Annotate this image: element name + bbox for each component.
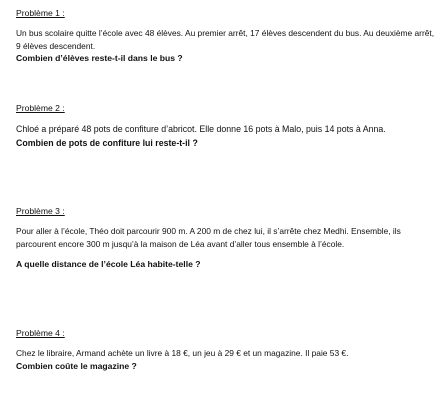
problem-title: Problème 3 : xyxy=(16,206,65,216)
problem-title: Problème 2 : xyxy=(16,103,65,113)
problem-question: A quelle distance de l’école Léa habite-telle ? xyxy=(16,259,201,269)
problem-1 xyxy=(16,8,441,65)
problem-statement: Pour aller à l’école, Théo doit parcourir 900 m. A 200 m de chez lui, il s’arrête chez Medhi. Ensemble, ils parcourent encore 300 m jusqu’à la maison de Léa avant d’aller tous ensemble à l’école. xyxy=(16,226,401,249)
problem-3 xyxy=(16,206,441,271)
problem-statement: Un bus scolaire quitte l’école avec 48 élèves. Au premier arrêt, 17 élèves descendent du bus. Au deuxième arrêt, 9 élèves descendent. xyxy=(16,28,435,51)
problem-4 xyxy=(16,328,441,372)
problem-2 xyxy=(16,103,441,150)
problem-question: Combien d’élèves reste-t-il dans le bus ? xyxy=(16,53,183,63)
problem-statement: Chez le libraire, Armand achète un livre à 18 €, un jeu à 29 € et un magazine. Il paie 53 €. xyxy=(16,348,349,358)
problem-title: Problème 4 : xyxy=(16,328,65,338)
problem-question: Combien de pots de confiture lui reste-t-il ? xyxy=(16,138,198,148)
problem-statement: Chloé a préparé 48 pots de confiture d’abricot. Elle donne 16 pots à Malo, puis 14 pots à Anna. xyxy=(16,124,386,134)
problem-title: Problème 1 : xyxy=(16,8,65,18)
problem-question: Combien coûte le magazine ? xyxy=(16,360,137,371)
